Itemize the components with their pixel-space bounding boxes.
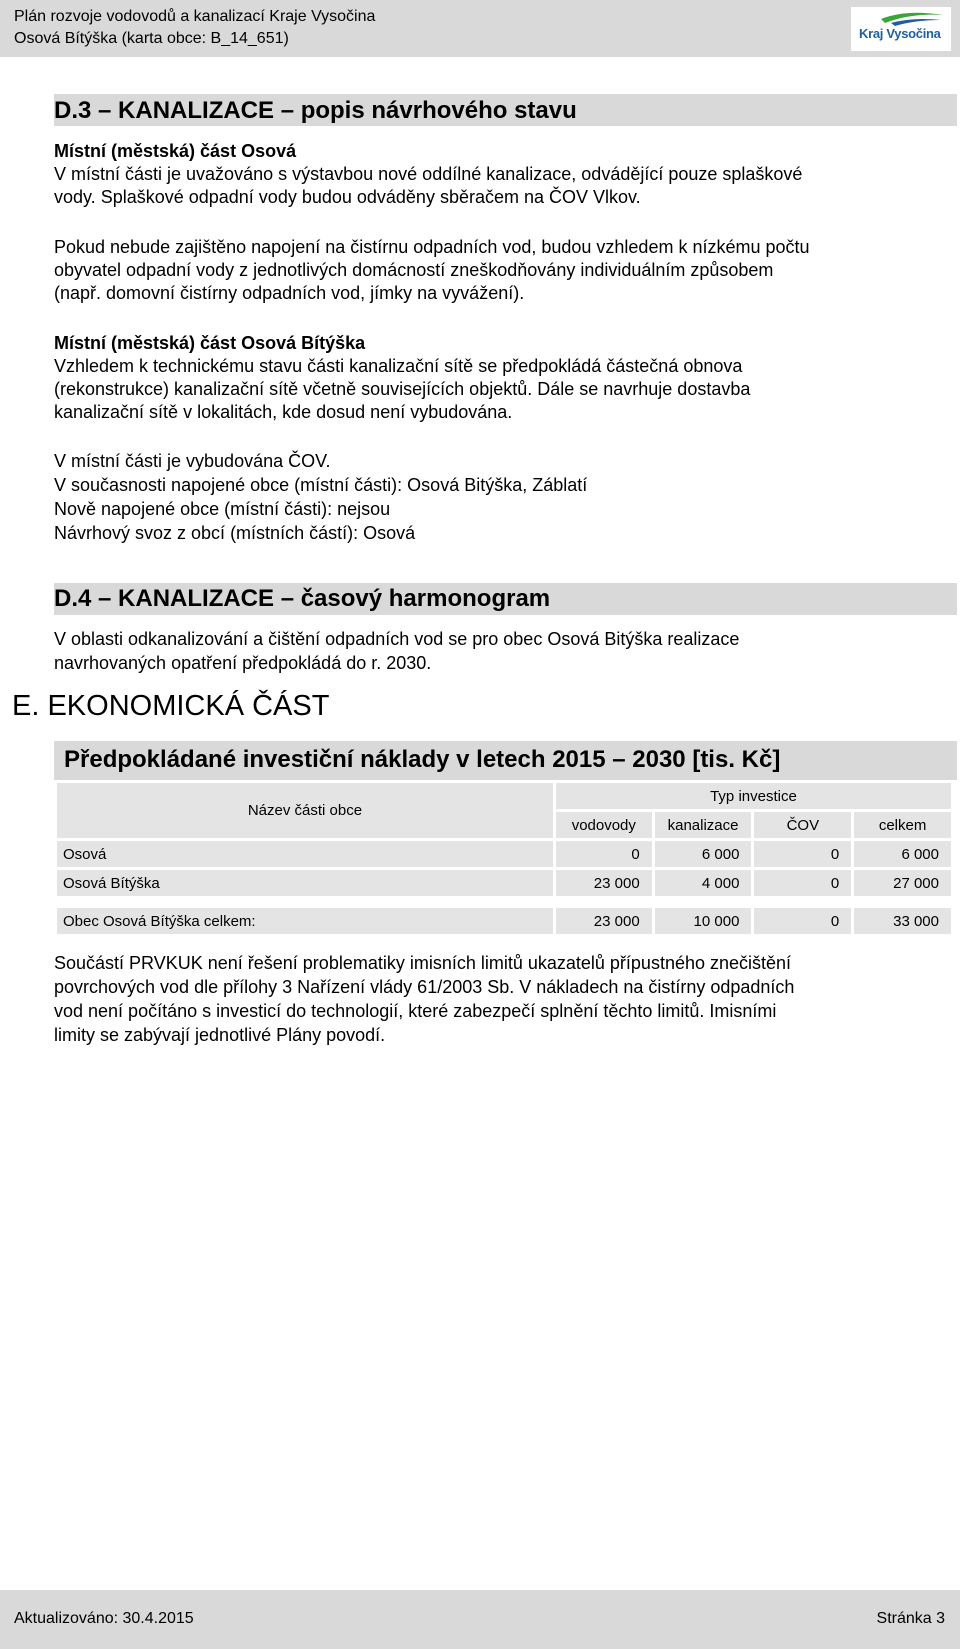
closing-line-4: limity se zabývají jednotlivé Plány povodí.	[54, 1025, 386, 1045]
type-column-header: Typ investice	[556, 783, 951, 809]
status-line-1: V místní části je vybudována ČOV.	[54, 451, 331, 471]
table-cell: 4 000	[655, 870, 752, 896]
table-cell: 0	[556, 841, 652, 867]
page-number: Stránka 3	[876, 1610, 945, 1627]
bityska-line-2: (rekonstrukce) kanalizační sítě včetně souvisejících objektů. Dále se navrhuje dostavba	[54, 379, 751, 399]
closing-line-1: Součástí PRVKUK není řešení problematiky imisních limitů ukazatelů přípustného znečištění	[54, 953, 792, 973]
section-e-heading: E. EKONOMICKÁ ČÁST	[12, 690, 330, 722]
table-cell: 23 000	[556, 870, 652, 896]
investment-title: Předpokládané investiční náklady v letech 2015 – 2030 [tis. Kč]	[64, 746, 781, 773]
column-header: vodovody	[556, 812, 652, 838]
table-row	[57, 841, 951, 867]
note-line-2: obyvatel odpadní vody z jednotlivých domácností zneškodňovány individuálním způsobem	[54, 260, 774, 280]
row-name: Osová	[57, 841, 553, 867]
name-column-header: Název části obce	[57, 783, 553, 838]
updated-date: Aktualizováno: 30.4.2015	[14, 1610, 194, 1627]
section-d3-heading: D.3 – KANALIZACE – popis návrhového stavu	[54, 97, 577, 124]
total-cell: 33 000	[854, 908, 951, 934]
investment-table	[54, 780, 954, 937]
table-cell: 0	[754, 841, 851, 867]
closing-line-2: povrchových vod dle přílohy 3 Nařízení vlády 61/2003 Sb. V nákladech na čistírny odpadních	[54, 977, 795, 997]
note-line-1: Pokud nebude zajištěno napojení na čistírnu odpadních vod, budou vzhledem k nízkému počtu	[54, 237, 810, 257]
closing-line-3: vod není počítáno s investicí do technologií, které zabezpečí splnění těchto limitů. Imisními	[54, 1001, 777, 1021]
osova-title: Místní (městská) část Osová	[54, 141, 297, 161]
column-header: celkem	[854, 812, 951, 838]
d4-line-2: navrhovaných opatření předpokládá do r. 2030.	[54, 653, 432, 673]
table-cell: 27 000	[854, 870, 951, 896]
document-subtitle: Osová Bítýška (karta obce: B_14_651)	[14, 30, 289, 47]
table-spacer	[57, 899, 951, 905]
table-cell: 0	[754, 870, 851, 896]
total-name: Obec Osová Bítýška celkem:	[57, 908, 553, 934]
table-cell: 6 000	[655, 841, 752, 867]
column-header: kanalizace	[655, 812, 752, 838]
total-cell: 23 000	[556, 908, 652, 934]
note-line-3: (např. domovní čistírny odpadních vod, jímky na vyvážení).	[54, 283, 525, 303]
bityska-line-3: kanalizační sítě v lokalitách, kde dosud není vybudována.	[54, 402, 513, 422]
bityska-line-1: Vzhledem k technickému stavu části kanalizační sítě se předpokládá částečná obnova	[54, 356, 743, 376]
total-cell: 0	[754, 908, 851, 934]
osova-line-2: vody. Splaškové odpadní vody budou odváděny sběračem na ČOV Vlkov.	[54, 187, 641, 207]
status-line-2: V současnosti napojené obce (místní části): Osová Bitýška, Záblatí	[54, 475, 588, 495]
total-cell: 10 000	[655, 908, 752, 934]
table-cell: 6 000	[854, 841, 951, 867]
page-footer	[0, 1590, 960, 1649]
table-row	[57, 870, 951, 896]
status-line-3: Nově napojené obce (místní části): nejsou	[54, 499, 391, 519]
osova-line-1: V místní části je uvažováno s výstavbou nové oddílné kanalizace, odvádějící pouze splaškové	[54, 164, 803, 184]
table-header-row	[57, 783, 951, 809]
column-header: ČOV	[754, 812, 851, 838]
table-total-row	[57, 908, 951, 934]
kraj-vysocina-logo	[851, 7, 951, 51]
bityska-title: Místní (městská) část Osová Bítýška	[54, 333, 366, 353]
document-title: Plán rozvoje vodovodů a kanalizací Kraje Vysočina	[14, 8, 376, 25]
section-d4-heading: D.4 – KANALIZACE – časový harmonogram	[54, 585, 551, 612]
status-line-4: Návrhový svoz z obcí (místních částí): Osová	[54, 523, 416, 543]
d4-line-1: V oblasti odkanalizování a čištění odpadních vod se pro obec Osová Bitýška realizace	[54, 629, 740, 649]
row-name: Osová Bítýška	[57, 870, 553, 896]
logo-text: Kraj Vysočina	[859, 26, 941, 41]
page-header	[0, 0, 960, 57]
